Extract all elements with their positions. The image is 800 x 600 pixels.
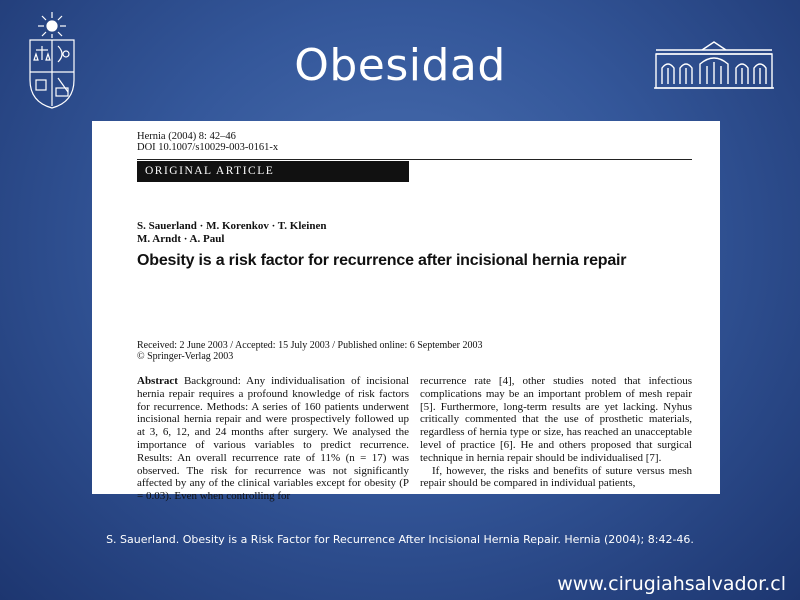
article-excerpt — [92, 121, 720, 503]
abstract-column — [137, 375, 409, 503]
abstract-text: Background: Any individualisation of incisional hernia repair requires a profound knowledge of risk factors for recurrence. Methods: A series of 160 patients underwent incisional hernia repair and were prospectively followed up at 3, 6, 12, and 24 months after surgery. We analysed the importance of various variables to predict recurrence. Results: An overall recurrence rate of 11% (n = 17) was observed. The risk for recurrence was not significantly affected by any of the clinical variables except for obesity (P = 0.03). Even when controlling for — [137, 375, 410, 503]
slide-title: Obesidad — [294, 40, 506, 91]
website-url: www.cirugiahsalvador.cl — [557, 573, 786, 595]
citation: S. Sauerland. Obesity is a Risk Factor for Recurrence After Incisional Hernia Repair. Hernia (2004); 8:42-46. — [106, 533, 694, 546]
body-paragraph-2: If, however, the risks and benefits of suture versus mesh repair should be compared in individual patients, — [420, 464, 692, 490]
hospital-building-icon — [652, 40, 776, 92]
body-paragraph-1: recurrence rate [4], other studies noted that infectious complications may be an important problem of mesh repair [5]. Furthermore, long-term results are yet lacking. Nyhus critically commented that the use of prosthetic materials, regardless of hernia type or size, has reached an unacceptable level of practice [6]. He and others proposed that surgical technique in hernia repair should be individualised [7]. — [420, 375, 692, 464]
authors-line-1: S. Sauerland · M. Korenkov · T. Kleinen — [137, 220, 327, 232]
copyright: © Springer-Verlag 2003 — [137, 351, 234, 362]
section-label: ORIGINAL ARTICLE — [137, 161, 409, 182]
abstract-label: Abstract — [137, 375, 178, 387]
header-rule — [137, 159, 692, 160]
body-column — [420, 375, 692, 490]
authors-line-2: M. Arndt · A. Paul — [137, 233, 225, 245]
doi: DOI 10.1007/s10029-003-0161-x — [137, 142, 279, 153]
journal-reference: Hernia (2004) 8: 42–46 — [137, 131, 236, 142]
publication-dates: Received: 2 June 2003 / Accepted: 15 July 2003 / Published online: 6 September 2003 — [137, 340, 483, 351]
article-title: Obesity is a risk factor for recurrence after incisional hernia repair — [137, 252, 627, 269]
